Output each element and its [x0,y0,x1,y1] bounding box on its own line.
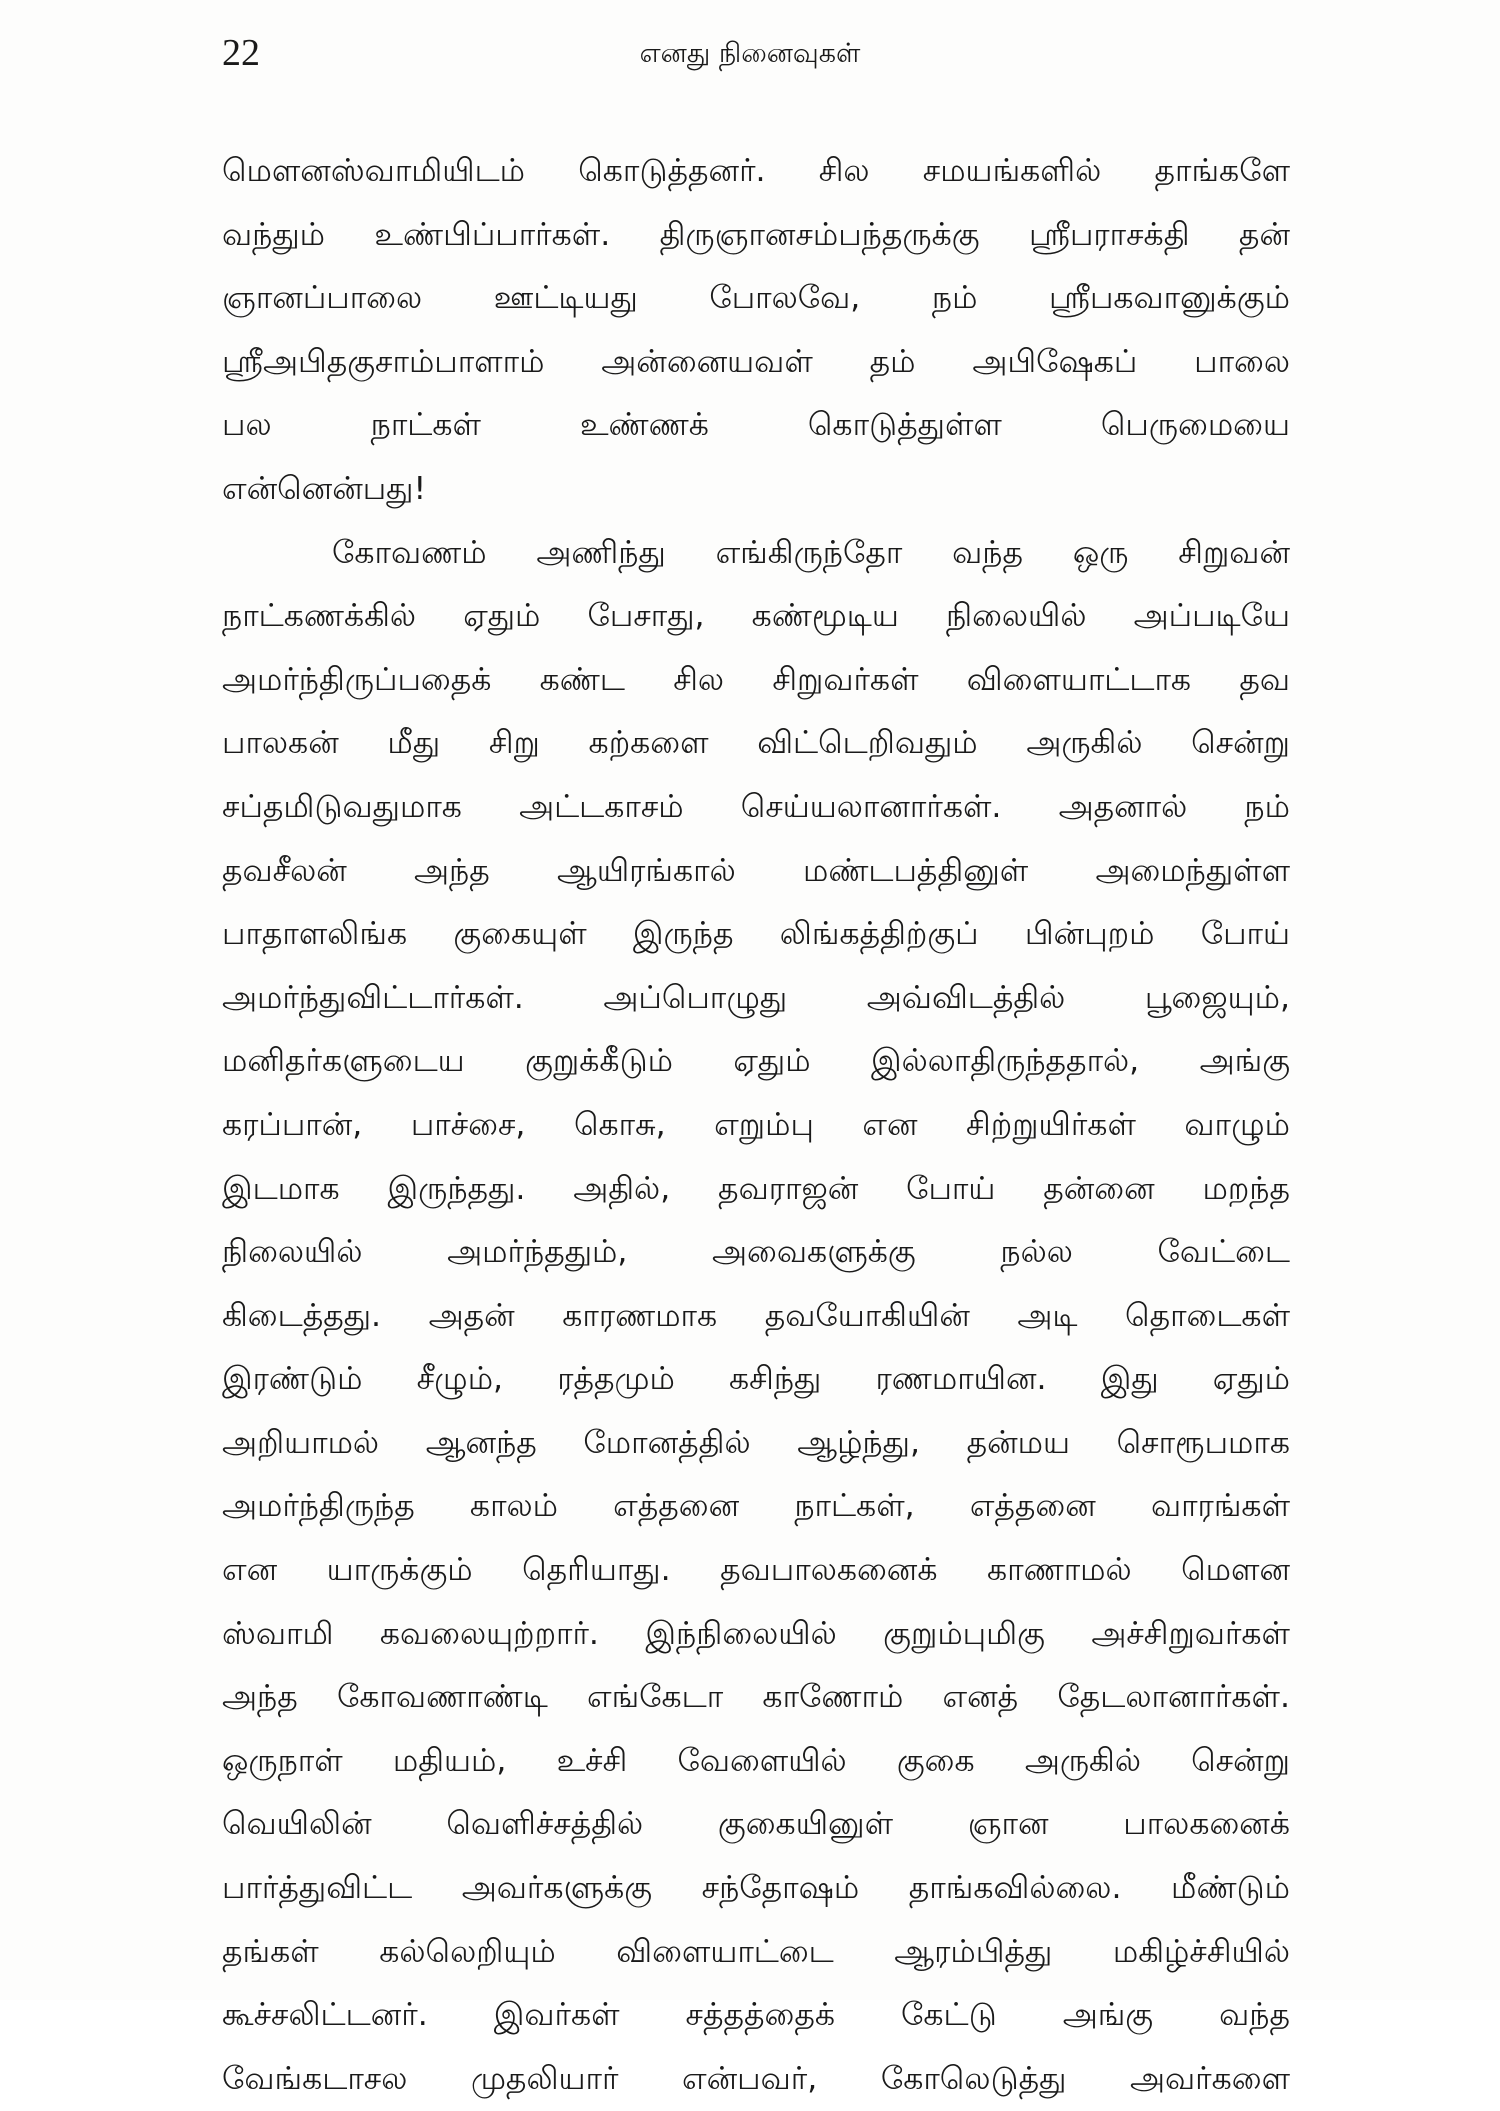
text-line: அறியாமல் ஆனந்த மோனத்தில் ஆழ்ந்து, தன்மய சொரூபமாக [222,1424,1290,1461]
text-line: என யாருக்கும் தெரியாது. தவபாலகனைக் காணாமல் மௌன [222,1552,1290,1589]
text-line: கரப்பான், பாச்சை, கொசு, எறும்பு என சிற்றுயிர்கள் வாழும் [222,1106,1290,1143]
paragraph-1 [222,140,1290,522]
text-line: அமர்ந்திருந்த காலம் எத்தனை நாட்கள், எத்தனை வாரங்கள் [222,1488,1290,1525]
text-line: தவசீலன் அந்த ஆயிரங்கால் மண்டபத்தினுள் அமைந்துள்ள [222,852,1290,889]
text-line: வந்தும் உண்பிப்பார்கள். திருஞானசம்பந்தருக்கு ஸ்ரீபராசக்தி தன் [222,216,1290,253]
text-line: அமர்ந்திருப்பதைக் கண்ட சில சிறுவர்கள் விளையாட்டாக தவ [222,661,1290,698]
page-number: 22 [222,32,260,74]
text-line: ஸ்ரீஅபிதகுசாம்பாளாம் அன்னையவள் தம் அபிஷேகப் பாலை [222,343,1290,380]
text-line: என்னென்பது! [222,470,427,507]
text-line: நாட்கணக்கில் ஏதும் பேசாது, கண்மூடிய நிலையில் அப்படியே [222,598,1290,635]
body-text [222,140,1290,2097]
text-line: அமர்ந்துவிட்டார்கள். அப்பொழுது அவ்விடத்தில் பூஜையும், [222,979,1290,1016]
text-line: சப்தமிடுவதுமாக அட்டகாசம் செய்யலானார்கள். அதனால் நம் [222,788,1290,825]
text-line: பல நாட்கள் உண்ணக் கொடுத்துள்ள பெருமையை [222,407,1290,444]
text-line: மனிதர்களுடைய குறுக்கீடும் ஏதும் இல்லாதிருந்ததால், அங்கு [222,1043,1290,1080]
text-line: ஒருநாள் மதியம், உச்சி வேளையில் குகை அருகில் சென்று [222,1742,1290,1779]
text-line: இரண்டும் சீழும், ரத்தமும் கசிந்து ரணமாயின. இது ஏதும் [222,1361,1290,1398]
text-line: நிலையில் அமர்ந்ததும், அவைகளுக்கு நல்ல வேட்டை [222,1234,1290,1271]
text-line: இடமாக இருந்தது. அதில், தவராஜன் போய் தன்னை மறந்த [222,1170,1290,1207]
text-line: ஸ்வாமி கவலையுற்றார். இந்நிலையில் குறும்புமிகு அச்சிறுவர்கள் [222,1615,1290,1652]
text-line: மௌனஸ்வாமியிடம் கொடுத்தனர். சில சமயங்களில் தாங்களே [222,153,1290,189]
text-line: தங்கள் கல்லெறியும் விளையாட்டை ஆரம்பித்து மகிழ்ச்சியில் [222,1933,1290,1970]
running-title: எனது நினைவுகள் [639,38,861,69]
text-line: ஞானப்பாலை ஊட்டியது போலவே, நம் ஸ்ரீபகவானுக்கும் [222,280,1290,317]
text-line: பாதாளலிங்க குகையுள் இருந்த லிங்கத்திற்குப் பின்புறம் போய் [222,916,1290,953]
paragraph-2 [222,522,1290,2111]
text-line: பார்த்துவிட்ட அவர்களுக்கு சந்தோஷம் தாங்கவில்லை. மீண்டும் [222,1870,1290,1907]
text-line: அந்த கோவணாண்டி எங்கேடா காணோம் எனத் தேடலானார்கள். [222,1679,1290,1716]
text-line: கிடைத்தது. அதன் காரணமாக தவயோகியின் அடி தொடைகள் [222,1297,1290,1334]
text-line: கூச்சலிட்டனர். இவர்கள் சத்தத்தைக் கேட்டு அங்கு வந்த [222,1997,1290,2034]
text-line: வெயிலின் வெளிச்சத்தில் குகையினுள் ஞான பாலகனைக் [222,1806,1290,1843]
text-line: வேங்கடாசல முதலியார் என்பவர், கோலெடுத்து அவர்களை [222,2060,1290,2097]
text-line: பாலகன் மீது சிறு கற்களை விட்டெறிவதும் அருகில் சென்று [222,725,1290,762]
text-line: கோவணம் அணிந்து எங்கிருந்தோ வந்த ஒரு சிறுவன் [332,534,1290,571]
